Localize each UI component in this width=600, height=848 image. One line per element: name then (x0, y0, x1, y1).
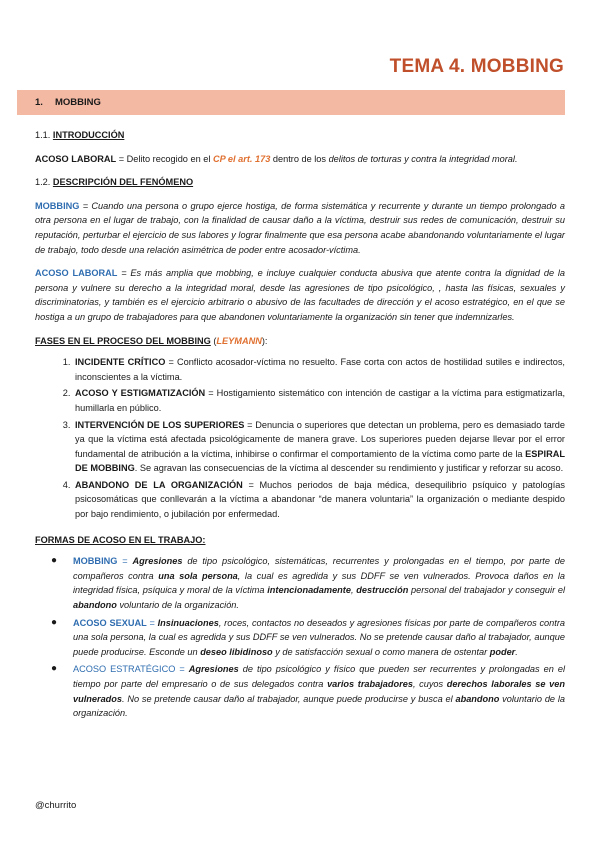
form-text: abandono (73, 600, 117, 611)
form-text: Agresiones (132, 556, 183, 567)
forms-heading (35, 533, 565, 548)
phase-text: = Conflicto acosador-víctima no resuelto. Fase corta con actos de hostilidad sutiles e indirectos, inconscientes a la víctima. (75, 357, 565, 382)
phase-term: INTERVENCIÓN DE LOS SUPERIORES (75, 419, 245, 430)
phases-author: LEYMANN (216, 335, 262, 346)
phase-text: = Denuncia o superiores que detectan un problema, pero es demasiado tarde ya que la víctima está afectada psicológicamente de manera grave. Los superiores pueden dejarse llevar por el error fundamental de atribución a la víctima, inhibirse o confirmar el comportamiento de la víctima como parte de la (75, 419, 565, 459)
subheading-descripcion (35, 175, 565, 190)
form-text: una sola persona (158, 570, 238, 581)
phases-heading (35, 334, 565, 349)
form-term-acoso-sexual: ACOSO SEXUAL (73, 617, 147, 628)
form-text: voluntario de la organización. (73, 693, 565, 719)
form-text: poder (489, 646, 516, 657)
phase-term: ABANDONO DE LA ORGANIZACIÓN (75, 479, 243, 490)
form-text: , (350, 585, 357, 596)
form-text: destrucción (356, 585, 409, 596)
subheading-text: DESCRIPCIÓN DEL FENÓMENO (52, 177, 194, 188)
document-content (35, 128, 565, 724)
intro-text-3: delitos de torturas y contra la integridad moral. (328, 153, 518, 164)
form-text: , cuyos (412, 679, 447, 689)
form-text: derechos laborales se ven vulnerados (73, 679, 565, 704)
form-text: Agresiones (188, 664, 239, 675)
form-text: abandono (455, 693, 500, 704)
list-item (73, 478, 565, 522)
forms-heading-text: FORMAS DE ACOSO EN EL TRABAJO: (35, 534, 206, 545)
form-text: y de satisfacción sexual o como manera de ostentar (272, 646, 490, 657)
bullet-icon: ● (51, 616, 58, 628)
form-text: de tipo psicológico, sistemáticas, recurrentes y prolongadas en el tiempo, por parte de compañeros contra (73, 556, 565, 581)
intro-text-2: dentro de los (270, 153, 329, 164)
list-item (51, 662, 565, 720)
mobbing-text: = Cuando una persona o grupo ejerce hostiga, de forma sistemática y recurrente y durante un tiempo prolongado a otra persona en el lugar de trabajo, con la finalidad de causar daño a la víctima, destruir sus redes de comunicación, destruir su reputación, perturbar el ejercicio de sus labores y lograr finalmente que esa persona acabe abandonando voluntariamente el lugar de trabajo, todo desde una relación asimétrica de poder entre acosador-víctima. (35, 200, 565, 255)
acoso-laboral-definition (35, 266, 565, 324)
list-item (73, 355, 565, 384)
subheading-text: INTRODUCCIÓN (52, 130, 125, 140)
term-mobbing: MOBBING (35, 200, 80, 211)
subheading-introduccion (35, 128, 565, 143)
forms-list (35, 554, 565, 721)
section-number: 1. (35, 97, 43, 108)
list-item (73, 386, 565, 415)
phases-list (35, 355, 565, 522)
form-text: , la cual es agredida y sus DDFF se ven vulnerados. Provoca daños en la integridad física, psíquica y moral de la víctima (73, 570, 565, 596)
footer-handle: @churrito (35, 800, 77, 811)
form-eq: = (117, 556, 133, 567)
form-text: Insinuaciones (157, 617, 219, 628)
intro-text-1: = Delito recogido en el (116, 153, 213, 164)
bullet-icon: ● (51, 663, 58, 675)
form-text: . (515, 646, 518, 657)
phase-text-2: . Se agravan las consecuencias de la víctima al descender su rendimiento y justificar y reforzar su acoso. (134, 463, 564, 474)
term-acoso-laboral: ACOSO LABORAL (35, 153, 117, 164)
form-text: varios trabajadores (327, 679, 413, 689)
legal-reference: CP el art. 173 (212, 153, 271, 164)
form-text: personal del trabajador y conseguir el (408, 585, 565, 596)
phases-heading-close: ): (261, 335, 268, 346)
acoso-text: = Es más amplia que mobbing, e incluye cualquier conducta abusiva que atente contra la dignidad de la persona y vulnere su derecho a la integridad moral, desde las agresiones de tipo psicológico, , hasta las físicas, sexuales y discriminatorias, y también es el ejercicio arbitrario o abusivo de las facultades de dirección y el acoso estratégico, en el que se hostiga a un grupo de trabajadores para que abandonen voluntariamente la organización sin tener que indemnizarles. (35, 268, 565, 322)
form-text: , roces, contactos no deseados y agresiones físicas por parte de compañeros contra una sola persona, la cual es agredida y sus DDFF se ven vulnerados. No se pretende causar daño al trabajador, aunque puede producirse. Esconde un (73, 617, 565, 657)
form-text: deseo libidinoso (200, 646, 273, 657)
page-title: TEMA 4. MOBBING (389, 56, 564, 77)
phase-text: = Hostigamiento sistemático con intención de castigar a la víctima para estigmatizarla, humillarla en público. (75, 388, 565, 413)
form-term-acoso-estrategico: ACOSO ESTRATÉGICO (73, 664, 176, 675)
list-item (73, 418, 565, 476)
phase-term-espiral: ESPIRAL DE MOBBING (75, 448, 565, 474)
form-eq: = (146, 617, 158, 628)
mobbing-definition (35, 199, 565, 257)
phase-term: INCIDENTE CRÍTICO (75, 357, 166, 368)
list-item (51, 554, 565, 612)
phases-heading-open: ( (210, 335, 217, 346)
section-header-bar (17, 90, 565, 115)
list-item (51, 616, 565, 660)
phase-text: = Muchos periodos de baja médica, desequilibrio psíquico y patologías psicosomáticas que conllevarán a la víctima a abandonar “de manera voluntaria” la organización o mediante despido por bajo rendimiento, o jubilación por enfermedad. (75, 479, 565, 520)
phases-heading-text: FASES EN EL PROCESO DEL MOBBING (35, 335, 211, 346)
term-acoso-laboral-2: ACOSO LABORAL (35, 268, 118, 279)
form-text: voluntario de la organización. (116, 600, 239, 611)
form-text: intencionadamente (267, 585, 351, 596)
section-label: MOBBING (55, 97, 101, 108)
subheading-number: 1.2. (35, 177, 51, 188)
form-term-mobbing: MOBBING (73, 556, 118, 567)
intro-paragraph (35, 152, 565, 167)
subheading-number: 1.1. (35, 130, 51, 140)
bullet-icon: ● (51, 555, 58, 567)
phase-term: ACOSO Y ESTIGMATIZACIÓN (75, 388, 206, 399)
form-text: de tipo psicológico y físico que pueden ser recurrentes y prolongadas en el tiempo por parte del empresario o de sus delegados contra (73, 664, 565, 689)
form-text: . No se pretende causar daño al trabajador, aunque puede producirse y busca el (122, 693, 456, 704)
form-eq: = (175, 664, 189, 675)
